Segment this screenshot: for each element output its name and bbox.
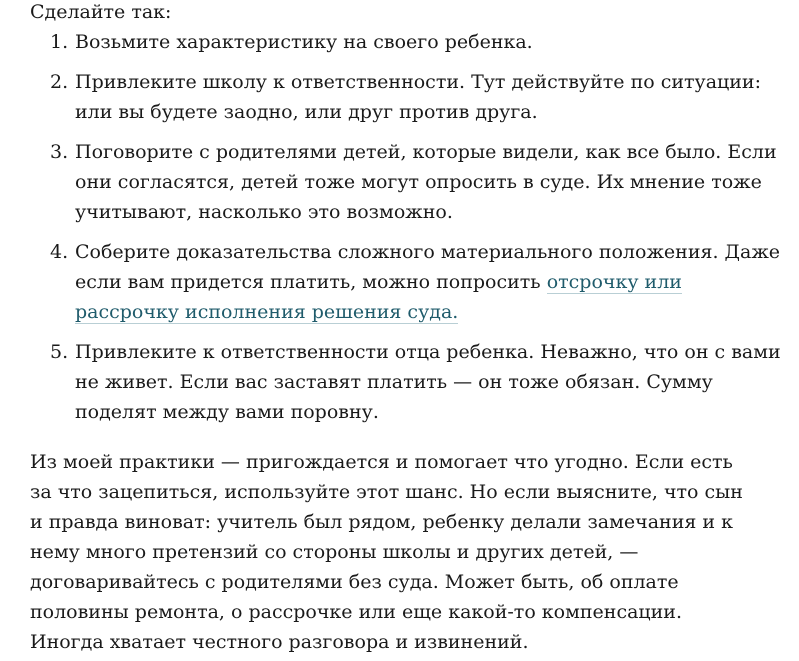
step-number: 3.: [50, 141, 69, 163]
steps-list: [30, 27, 790, 427]
step-number: 5.: [50, 341, 69, 363]
practice-paragraph: Из моей практики — пригождается и помогает что угодно. Если есть за что зацепиться, используйте этот шанс. Но если выясните, что сын и правда виноват: учитель был рядом, ребенку делали замечания и к нему много претензий со стороны школы и других детей, — договаривайтесь с родителями без суда. Может быть, об оплате половины ремонта, о рассрочке или еще какой-то компенсации. Иногда хватает честного разговора и извинений.: [30, 451, 743, 653]
step-text: Возьмите характеристику на своего ребенка.: [75, 31, 533, 53]
step-number: 2.: [50, 71, 69, 93]
list-item-step-1: [30, 27, 790, 57]
deferral-installment-link[interactable]: отсрочку или рассрочку исполнения решения суда.: [75, 271, 682, 323]
list-item-step-5: [30, 337, 790, 427]
intro-text: Сделайте так:: [30, 1, 172, 23]
list-item-step-2: [30, 67, 790, 127]
step-number: 4.: [50, 241, 69, 263]
step-text: Соберите доказательства сложного материального положения. Даже если вам придется платить, можно попросить: [75, 241, 781, 293]
step-text: Поговорите с родителями детей, которые видели, как все было. Если они согласятся, детей тоже могут опросить в суде. Их мнение тоже учитывают, насколько это возможно.: [75, 141, 777, 223]
list-item-step-3: [30, 137, 790, 227]
list-item-step-4: [30, 237, 790, 327]
article-body: [30, 0, 790, 657]
step-text: Привлеките к ответственности отца ребенка. Неважно, что он с вами не живет. Если вас заставят платить — он тоже обязан. Сумму поделят между вами поровну.: [75, 341, 781, 423]
step-number: 1.: [50, 31, 69, 53]
step-text: Привлеките школу к ответственности. Тут действуйте по ситуации: или вы будете заодно, или друг против друга.: [75, 71, 761, 123]
